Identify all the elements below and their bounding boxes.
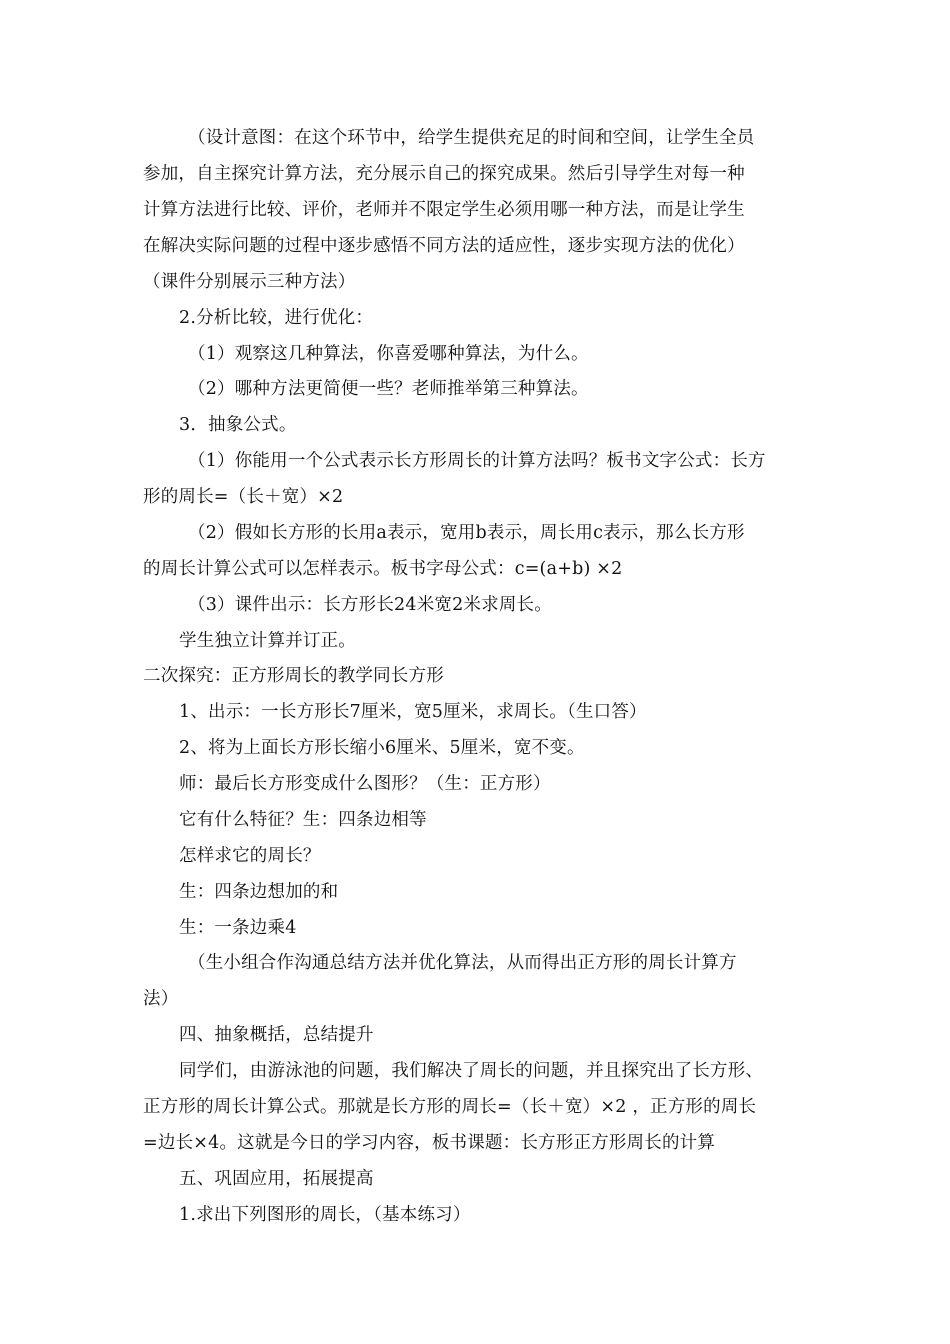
paragraph-line: 怎样求它的周长？ <box>179 846 321 866</box>
paragraph-line: 1.求出下列图形的周长，（基本练习） <box>179 1205 471 1225</box>
section-heading: 四、抽象概括，总结提升 <box>179 1025 374 1045</box>
paragraph-line: （3）课件出示：长方形长24米宽2米求周长。 <box>188 595 552 615</box>
paragraph-line: 1、出示：一长方形长7厘米，宽5厘米，求周长。（生口答） <box>179 702 647 722</box>
paragraph-line: 参加，自主探究计算方法，充分展示自己的探究成果。然后引导学生对每一种 <box>143 164 745 184</box>
paragraph-line: （1）你能用一个公式表示长方形周长的计算方法吗？板书文字公式：长方 <box>188 451 766 471</box>
paragraph-line: （生小组合作沟通总结方法并优化算法，从而得出正方形的周长计算方 <box>188 953 737 973</box>
paragraph-line: 它有什么特征？生：四条边相等 <box>179 810 427 830</box>
paragraph-line: 计算方法进行比较、评价，老师并不限定学生必须用哪一种方法，而是让学生 <box>143 200 745 220</box>
section-heading: 五、巩固应用，拓展提高 <box>179 1169 374 1189</box>
paragraph-line: （1）观察这几种算法，你喜爱哪种算法，为什么。 <box>188 344 589 364</box>
paragraph-line: 法） <box>143 989 179 1009</box>
paragraph-line: （2）假如长方形的长用a表示，宽用b表示，周长用c表示，那么长方形 <box>188 523 745 543</box>
section-heading: 二次探究：正方形周长的教学同长方形 <box>143 666 444 686</box>
paragraph-line: 同学们，由游泳池的问题，我们解决了周长的问题，并且探究出了长方形、 <box>179 1061 764 1081</box>
paragraph-line: 师：最后长方形变成什么图形？（生：正方形） <box>179 774 551 794</box>
paragraph-line: 正方形的周长计算公式。那就是长方形的周长=（长＋宽）×2 ，正方形的周长 <box>143 1097 757 1117</box>
paragraph-line: （2）哪种方法更简便一些？老师推举第三种算法。 <box>188 379 589 399</box>
section-heading: 3．抽象公式。 <box>179 415 297 435</box>
paragraph-line: 生：一条边乘4 <box>179 918 297 938</box>
paragraph-line: 2、将为上面长方形长缩小6厘米、5厘米，宽不变。 <box>179 738 585 758</box>
paragraph-line: 在解决实际问题的过程中逐步感悟不同方法的适应性，逐步实现方法的优化） <box>143 236 745 256</box>
paragraph-line: =边长×4。这就是今日的学习内容，板书课题：长方形正方形周长的计算 <box>143 1133 716 1153</box>
section-heading: 2.分析比较，进行优化： <box>179 308 374 328</box>
paragraph-line: 生：四条边想加的和 <box>179 882 339 902</box>
paragraph-line: 形的周长=（长＋宽）×2 <box>143 487 344 507</box>
paragraph-line: （设计意图：在这个环节中，给学生提供充足的时间和空间，让学生全员 <box>188 128 755 148</box>
paragraph-line: 的周长计算公式可以怎样表示。板书字母公式：c=(a+b) ×2 <box>143 559 623 579</box>
paragraph-line: 学生独立计算并订正。 <box>179 631 356 651</box>
paragraph-line: （课件分别展示三种方法） <box>143 272 356 292</box>
